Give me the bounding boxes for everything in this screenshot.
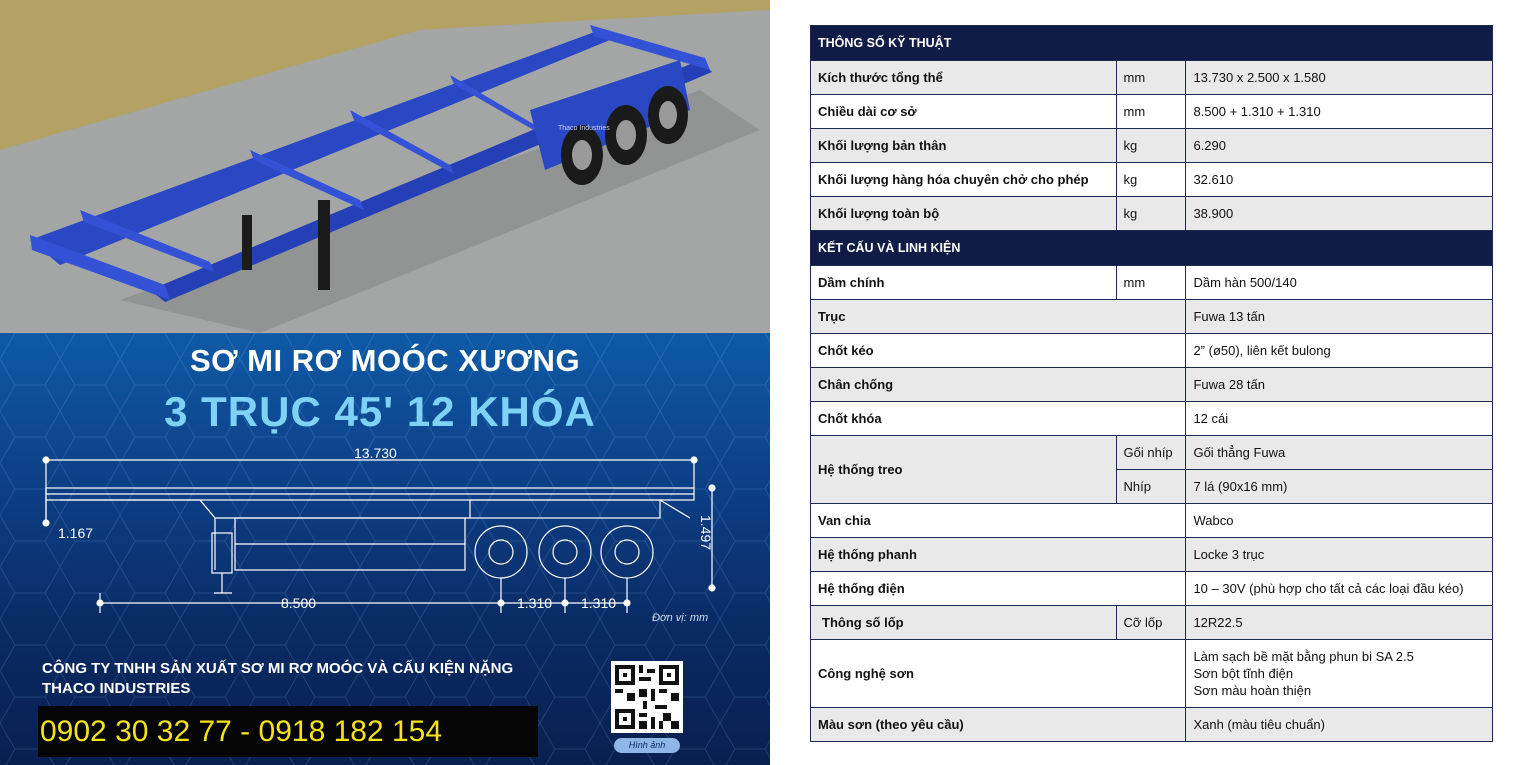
dim-wheelbase: 8.500 — [281, 595, 317, 611]
row-label: Công nghệ sơn — [811, 640, 1186, 708]
row-value: Fuwa 28 tấn — [1186, 368, 1493, 402]
row-label: Kích thước tổng thể — [811, 61, 1117, 95]
row-unit: mm — [1116, 95, 1186, 129]
product-title-line2: 3 TRỤC 45' 12 KHÓA — [164, 388, 596, 435]
row-sublabel: Nhíp — [1116, 470, 1186, 504]
poster-panel — [0, 333, 770, 765]
row-value: 10 – 30V (phù hợp cho tất cả các loại đầu kéo) — [1186, 572, 1493, 606]
row-label: Hệ thống treo — [811, 436, 1117, 504]
row-label: Chốt kéo — [811, 334, 1186, 368]
paint-step: Sơn màu hoàn thiện — [1193, 683, 1312, 698]
row-value: Locke 3 trục — [1186, 538, 1493, 572]
row-label: Dầm chính — [811, 266, 1117, 300]
row-label: Hệ thống phanh — [811, 538, 1186, 572]
qr-code-image — [615, 665, 679, 729]
dim-overall-length: 13.730 — [354, 445, 397, 461]
table-row — [811, 197, 1493, 231]
table-row — [811, 402, 1493, 436]
table-row — [811, 708, 1493, 742]
row-value: Dầm hàn 500/140 — [1186, 266, 1493, 300]
product-title-line1: SƠ MI RƠ MOÓC XƯƠNG — [189, 343, 581, 378]
row-value: 6.290 — [1186, 129, 1493, 163]
row-unit: kg — [1116, 197, 1186, 231]
row-value: Wabco — [1186, 504, 1493, 538]
section-title: KẾT CẤU VÀ LINH KIỆN — [811, 231, 1493, 266]
table-row — [811, 95, 1493, 129]
row-value: 7 lá (90x16 mm) — [1186, 470, 1493, 504]
row-value: 38.900 — [1186, 197, 1493, 231]
row-unit: mm — [1116, 266, 1186, 300]
row-value: 32.610 — [1186, 163, 1493, 197]
qr-caption: Hình ảnh — [614, 738, 680, 753]
table-row — [811, 606, 1493, 640]
row-value: 2” (ø50), liên kết bulong — [1186, 334, 1493, 368]
row-value: Xanh (màu tiêu chuẩn) — [1186, 708, 1493, 742]
wheel-rim — [659, 101, 677, 129]
row-value: 12R22.5 — [1186, 606, 1493, 640]
table-row — [811, 163, 1493, 197]
wheel-rim — [616, 120, 636, 150]
table-row — [811, 61, 1493, 95]
row-value: Gối thẳng Fuwa — [1186, 436, 1493, 470]
row-label: Khối lượng toàn bộ — [811, 197, 1117, 231]
row-unit: kg — [1116, 129, 1186, 163]
row-value: Fuwa 13 tấn — [1186, 300, 1493, 334]
row-label: Hệ thống điện — [811, 572, 1186, 606]
row-label: Chốt khóa — [811, 402, 1186, 436]
row-value: 12 cái — [1186, 402, 1493, 436]
paint-step: Sơn bột tĩnh điện — [1193, 666, 1294, 681]
spec-table — [810, 25, 1493, 742]
landing-leg — [318, 200, 330, 290]
table-row — [811, 538, 1493, 572]
landing-leg — [242, 215, 252, 270]
table-row — [811, 572, 1493, 606]
phone-numbers[interactable]: 0902 30 32 77 - 0918 182 154 — [38, 706, 538, 757]
trailer-brand-text: Thaco Industries — [558, 125, 610, 132]
table-row — [811, 640, 1493, 708]
table-row — [811, 436, 1493, 470]
row-sublabel: Gối nhíp — [1116, 436, 1186, 470]
row-sublabel: Cỡ lốp — [1116, 606, 1186, 640]
row-label: Chiều dài cơ sở — [811, 95, 1117, 129]
section-title: THÔNG SỐ KỸ THUẬT — [811, 26, 1493, 61]
table-row — [811, 266, 1493, 300]
paint-step: Làm sạch bề mặt bằng phun bi SA 2.5 — [1193, 649, 1414, 664]
row-value: 8.500 + 1.310 + 1.310 — [1186, 95, 1493, 129]
row-label: Khối lượng bản thân — [811, 129, 1117, 163]
section-header-specs — [811, 26, 1493, 61]
trailer-photo — [0, 0, 770, 333]
table-row — [811, 504, 1493, 538]
row-label: Thông số lốp — [811, 606, 1117, 640]
row-label: Van chia — [811, 504, 1186, 538]
dim-axle-spacing-2: 1.310 — [581, 595, 617, 611]
company-name-line1: CÔNG TY TNHH SẢN XUẤT SƠ MI RƠ MOÓC VÀ CẤU KIỆN NẶNG — [42, 660, 514, 677]
qr-code[interactable] — [611, 661, 683, 733]
row-value-multiline — [1186, 640, 1493, 708]
row-unit: kg — [1116, 163, 1186, 197]
row-value: 13.730 x 2.500 x 1.580 — [1186, 61, 1493, 95]
dim-height: 1.497 — [698, 515, 714, 551]
section-header-components — [811, 231, 1493, 266]
row-label: Chân chống — [811, 368, 1186, 402]
table-row — [811, 368, 1493, 402]
row-label: Màu sơn (theo yêu cầu) — [811, 708, 1186, 742]
table-row — [811, 129, 1493, 163]
wheel-rim — [572, 140, 592, 170]
row-unit: mm — [1116, 61, 1186, 95]
dim-front-height: 1.167 — [58, 525, 94, 541]
trailer-illustration — [0, 0, 770, 333]
table-row — [811, 334, 1493, 368]
technical-drawing — [0, 438, 770, 638]
row-label: Trục — [811, 300, 1186, 334]
row-label: Khối lượng hàng hóa chuyên chở cho phép — [811, 163, 1117, 197]
unit-note: Đơn vị: mm — [652, 612, 709, 624]
dim-axle-spacing-1: 1.310 — [517, 595, 553, 611]
company-name-line2: THACO INDUSTRIES — [42, 680, 191, 697]
table-row — [811, 300, 1493, 334]
